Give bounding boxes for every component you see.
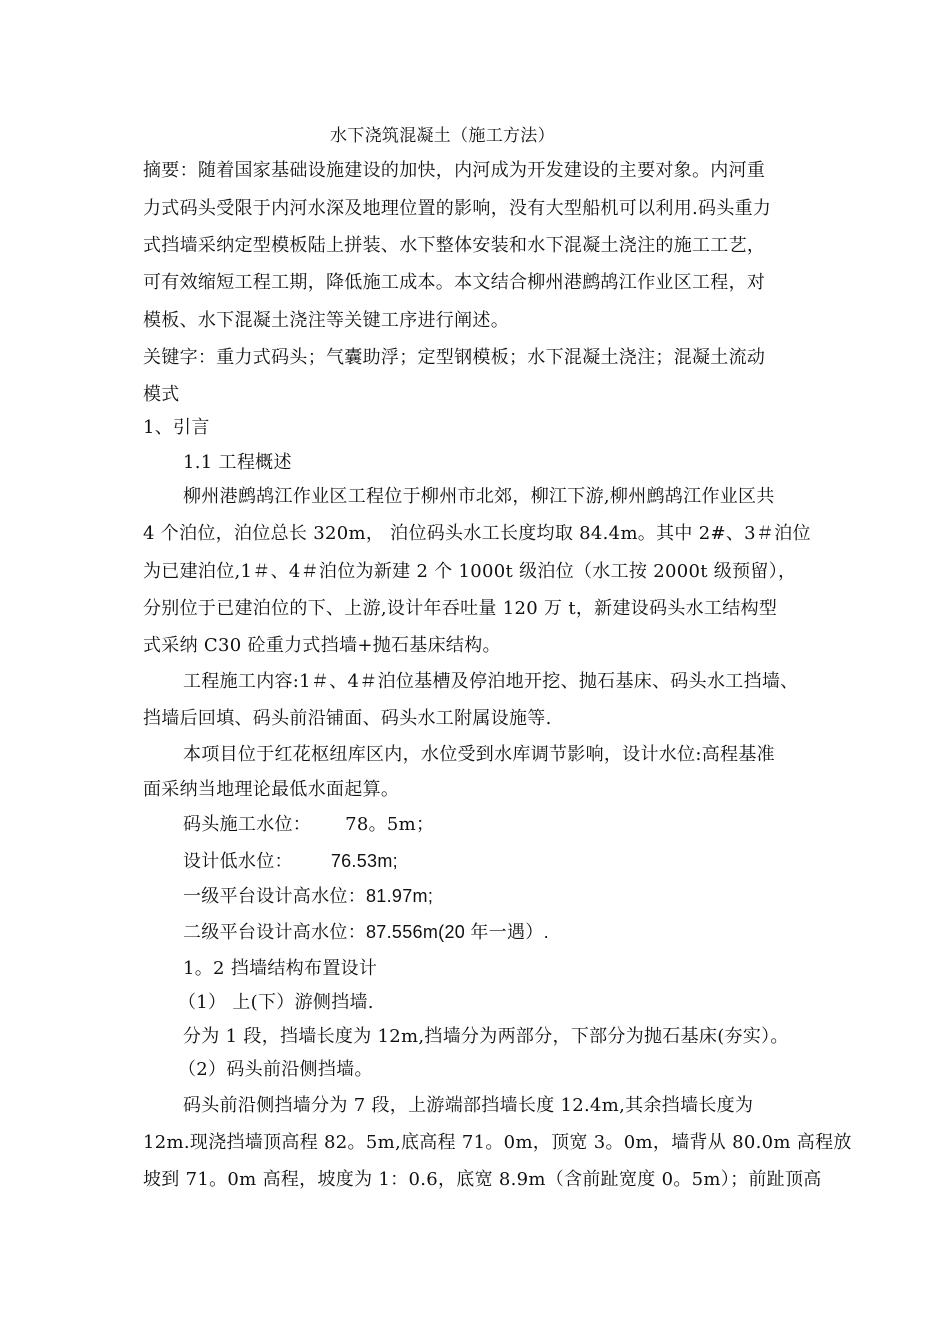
paragraph-line: 式采纳 C30 砼重力式挡墙+抛石基床结构。 <box>143 635 501 656</box>
water-level-label: 一级平台设计高水位： <box>183 886 366 907</box>
water-level-construction <box>183 813 434 837</box>
water-level-design-low <box>183 849 398 874</box>
paragraph-line: 本项目位于红花枢纽库区内，水位受到水库调节影响，设计水位:高程基准 <box>183 744 775 765</box>
sub-item-heading: （2）码头前沿侧挡墙。 <box>178 1059 373 1080</box>
subsection-heading: 1.1 工程概述 <box>183 452 292 473</box>
water-level-value: 78。5m； <box>345 814 435 835</box>
water-level-label: 设计低水位： <box>183 851 293 872</box>
subsection-heading: 1。2 挡墙结构布置设计 <box>183 958 378 979</box>
paragraph-line: 分为 1 段，挡墙长度为 12m,挡墙分为两部分，下部分为抛石基床(夯实）。 <box>183 1026 789 1047</box>
paragraph-line: 面采纳当地理论最低水面起算。 <box>143 779 400 800</box>
water-level-label: 码头施工水位： <box>183 814 312 835</box>
paragraph-line: 4 个泊位，泊位总长 320m， 泊位码头水工长度均取 84.4m。其中 2#、3＃泊位 <box>143 523 811 544</box>
water-level-value: 76.53m; <box>330 851 398 871</box>
paragraph-line: 柳州港鹧鸪江作业区工程位于柳州市北郊，柳江下游,柳州鹧鸪江作业区共 <box>183 486 775 507</box>
abstract-line: 可有效缩短工程工期，降低施工成本。本文结合柳州港鹧鸪江作业区工程，对 <box>143 272 766 293</box>
paragraph-line: 为已建泊位,1＃、4＃泊位为新建 2 个 1000t 级泊位（水工按 2000t 级预留）， <box>143 561 797 582</box>
paragraph-line: 坡到 71。0m 高程，坡度为 1：0.6，底宽 8.9m（含前趾宽度 0。5m）；前趾顶高 <box>143 1169 822 1190</box>
water-level-value: 87.556m(20 年一遇）. <box>366 922 549 942</box>
abstract-line: 模板、水下混凝土浇注等关键工序进行阐述。 <box>143 310 509 331</box>
water-level-value: 81.97m; <box>366 886 434 906</box>
paragraph-line: 工程施工内容:1＃、4＃泊位基槽及停泊地开挖、抛石基床、码头水工挡墙、 <box>183 671 799 692</box>
water-level-platform-1 <box>183 884 433 909</box>
keywords-line: 关键字：重力式码头；气囊助浮；定型钢模板；水下混凝土浇注；混凝土流动 <box>143 347 766 368</box>
paragraph-line: 分别位于已建泊位的下、上游,设计年吞吐量 120 万 t，新建设码头水工结构型 <box>143 598 778 619</box>
paragraph-line: 12m.现浇挡墙顶高程 82。5m,底高程 71。0m，顶宽 3。0m，墙背从 80.0m 高程放 <box>143 1132 852 1153</box>
section-heading: 1、引言 <box>143 417 210 438</box>
abstract-line: 式挡墙采纳定型模板陆上拼装、水下整体安装和水下混凝土浇注的施工工艺， <box>143 235 766 256</box>
document-title: 水下浇筑混凝土（施工方法） <box>330 126 555 146</box>
paragraph-line: 挡墙后回填、码头前沿铺面、码头水工附属设施等. <box>143 708 552 729</box>
sub-item-heading: （1） 上(下）游侧挡墙. <box>178 992 374 1013</box>
water-level-label: 二级平台设计高水位： <box>183 922 366 943</box>
water-level-platform-2 <box>183 920 549 945</box>
abstract-line: 摘要：随着国家基础设施建设的加快，内河成为开发建设的主要对象。内河重 <box>143 160 766 181</box>
abstract-line: 力式码头受限于内河水深及地理位置的影响，没有大型船机可以利用.码头重力 <box>143 198 772 219</box>
keywords-line: 模式 <box>143 384 180 405</box>
paragraph-line: 码头前沿侧挡墙分为 7 段，上游端部挡墙长度 12.4m,其余挡墙长度为 <box>183 1095 754 1116</box>
